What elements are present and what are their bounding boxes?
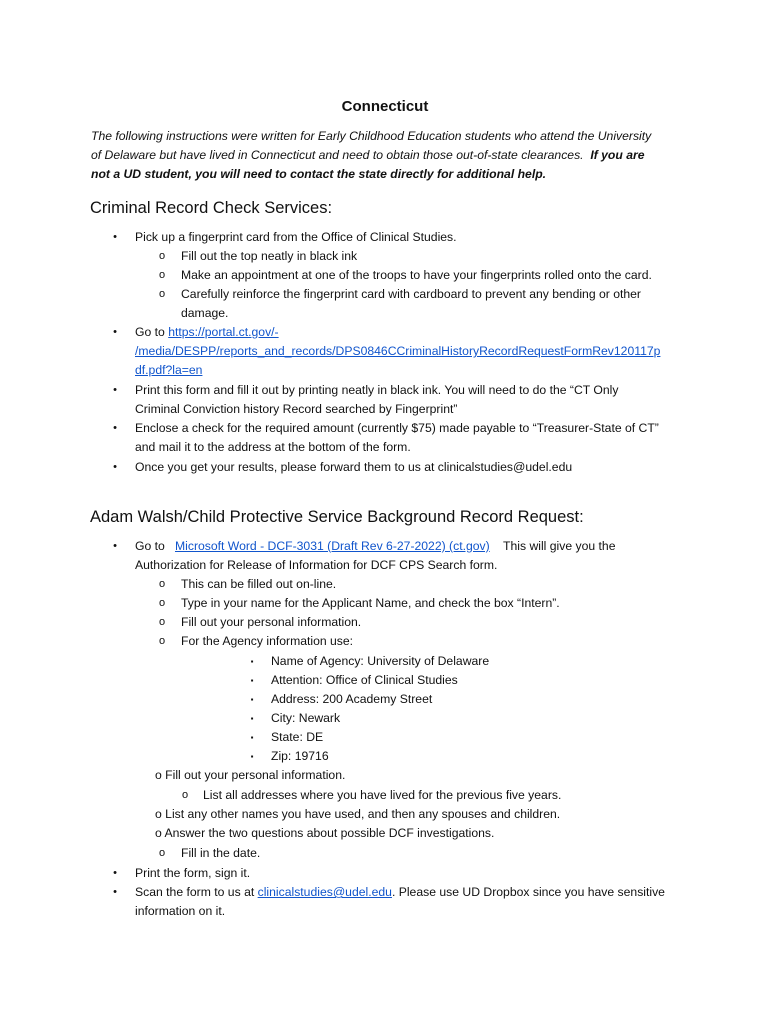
criminal-history-form-link-part-3[interactable]: df.pdf?la=en — [135, 363, 203, 377]
sub-bullet-marker: o — [158, 616, 166, 628]
bullet-marker: • — [113, 326, 117, 338]
sub-bullet-marker: o — [158, 288, 166, 300]
list-item-continued: information on it. — [135, 904, 226, 918]
sub-list-item: This can be filled out on-line. — [181, 577, 337, 591]
list-item: Enclose a check for the required amount (currently $75) made payable to “Treasurer-State of CT” — [135, 421, 659, 435]
square-bullet-marker: ▪ — [250, 657, 254, 666]
list-item: Scan the form to us at clinicalstudies@udel.edu. Please use UD Dropbox since you have sensitive — [135, 885, 665, 899]
agency-info-item: City: Newark — [271, 711, 341, 725]
bullet-marker: • — [113, 422, 117, 434]
intro-line-3: not a UD student, you will need to contact the state directly for additional help. — [91, 167, 547, 181]
sub-list-item: Fill out the top neatly in black ink — [181, 249, 358, 263]
criminal-history-form-link[interactable]: https://portal.ct.gov/- — [168, 325, 279, 339]
sub-list-item-continued: damage. — [181, 306, 229, 320]
section-heading-adam-walsh: Adam Walsh/Child Protective Service Background Record Request: — [90, 508, 584, 526]
square-bullet-marker: ▪ — [250, 676, 254, 685]
sub-list-item: o Answer the two questions about possible DCF investigations. — [155, 826, 495, 840]
link-continued — [135, 361, 202, 380]
sub-list-item: Type in your name for the Applicant Name, and check the box “Intern”. — [181, 596, 560, 610]
list-item: Go to Microsoft Word - DCF-3031 (Draft Rev 6-27-2022) (ct.gov) This will give you the — [135, 539, 616, 553]
clinical-studies-email-link[interactable]: clinicalstudies@udel.edu — [257, 885, 392, 899]
sub-bullet-marker: o — [181, 789, 189, 801]
sub-list-item: Fill out your personal information. — [181, 615, 362, 629]
sub-list-item: o List any other names you have used, and then any spouses and children. — [155, 807, 561, 821]
list-item: Print this form and fill it out by printing neatly in black ink. You will need to do the “CT Only — [135, 383, 619, 397]
square-bullet-marker: ▪ — [250, 714, 254, 723]
list-item: Pick up a fingerprint card from the Office of Clinical Studies. — [135, 230, 457, 244]
sub-list-item: For the Agency information use: — [181, 634, 354, 648]
list-item-continued: Criminal Conviction history Record searched by Fingerprint” — [135, 402, 458, 416]
agency-info-item: Name of Agency: University of Delaware — [271, 654, 490, 668]
bullet-marker: • — [113, 867, 117, 879]
intro-line-2: of Delaware but have lived in Connecticut and need to obtain those out-of-state clearances. If you are — [91, 148, 645, 162]
sub-list-item: Carefully reinforce the fingerprint card with cardboard to prevent any bending or other — [181, 287, 641, 301]
sub-bullet-marker: o — [158, 847, 166, 859]
square-bullet-marker: ▪ — [250, 695, 254, 704]
page-title: Connecticut — [341, 98, 429, 115]
agency-info-item: Address: 200 Academy Street — [271, 692, 433, 706]
bullet-marker: • — [113, 384, 117, 396]
list-item: Go to https://portal.ct.gov/- — [135, 325, 279, 339]
link-continued — [135, 342, 660, 361]
agency-info-item: Attention: Office of Clinical Studies — [271, 673, 458, 687]
section-heading-criminal-record: Criminal Record Check Services: — [90, 199, 333, 217]
sub-bullet-marker: o — [158, 635, 166, 647]
sub-bullet-marker: o — [158, 597, 166, 609]
list-item: Print the form, sign it. — [135, 866, 251, 880]
list-item-continued: Authorization for Release of Information for DCF CPS Search form. — [135, 558, 498, 572]
agency-info-item: State: DE — [271, 730, 324, 744]
list-item: Once you get your results, please forward them to us at clinicalstudies@udel.edu — [135, 460, 573, 474]
agency-info-item: Zip: 19716 — [271, 749, 329, 763]
bullet-marker: • — [113, 540, 117, 552]
sub-sub-list-item: List all addresses where you have lived for the previous five years. — [203, 788, 562, 802]
dcf-3031-form-link[interactable]: Microsoft Word - DCF-3031 (Draft Rev 6-27-2022) (ct.gov) — [174, 539, 490, 553]
bullet-marker: • — [113, 886, 117, 898]
bullet-marker: • — [113, 461, 117, 473]
sub-bullet-marker: o — [158, 250, 166, 262]
sub-list-item: Fill in the date. — [181, 846, 261, 860]
bullet-marker: • — [113, 231, 117, 243]
sub-bullet-marker: o — [158, 578, 166, 590]
sub-bullet-marker: o — [158, 269, 166, 281]
square-bullet-marker: ▪ — [250, 752, 254, 761]
intro-paragraph — [91, 127, 691, 184]
criminal-history-form-link-part-2[interactable]: /media/DESPP/reports_and_records/DPS0846CCriminalHistoryRecordRequestFormRev120117p — [135, 344, 661, 358]
square-bullet-marker: ▪ — [250, 733, 254, 742]
sub-list-item: Make an appointment at one of the troops to have your fingerprints rolled onto the card. — [181, 268, 652, 282]
sub-list-item: o Fill out your personal information. — [155, 768, 346, 782]
intro-line-1: The following instructions were written for Early Childhood Education students who attend the University — [91, 129, 652, 143]
intro-bold-text: If you are — [590, 148, 645, 162]
list-item-continued: and mail it to the address at the bottom of the form. — [135, 440, 411, 454]
